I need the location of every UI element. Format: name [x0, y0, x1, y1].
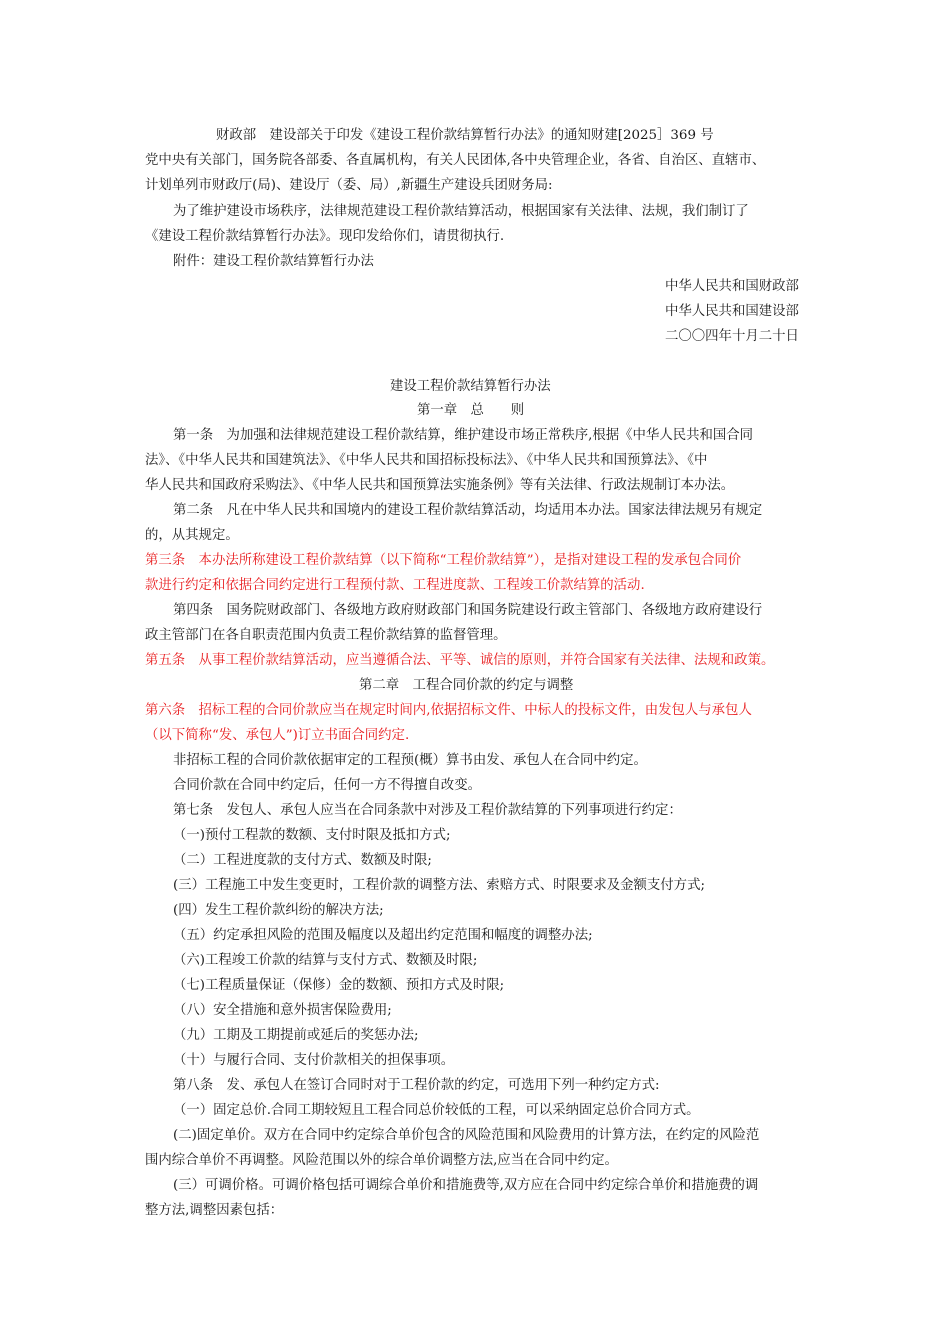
addressee-line-2: 计划单列市财政厅(局)、建设厅（委、局）,新疆生产建设兵团财务局:	[145, 178, 553, 193]
article-6-line-2: （以下简称“发、承包人”)订立书面合同约定.	[145, 728, 410, 743]
article-4-line-2: 政主管部门在各自职责范围内负责工程价款结算的监督管理。	[145, 628, 507, 643]
article-6-paragraph-2: 非招标工程的合同价款依据审定的工程预(概）算书由发、承包人在合同中约定。	[173, 753, 647, 768]
notice-title: 财政部 建设部关于印发《建设工程价款结算暂行办法》的通知财建[2025］369 号	[216, 128, 714, 143]
signature-org-2: 中华人民共和国建设部	[665, 304, 799, 319]
article-7-item-4: (四）发生工程价款纠纷的解决方法;	[173, 903, 384, 918]
article-2-line-2: 的，从其规定。	[145, 528, 239, 543]
article-4-line-1: 第四条 国务院财政部门、各级地方政府财政部门和国务院建设行政主管部门、各级地方政府建设行	[173, 603, 763, 618]
chapter-1-heading: 第一章 总 则	[417, 403, 525, 418]
article-6-paragraph-3: 合同价款在合同中约定后，任何一方不得擅自改变。	[173, 778, 481, 793]
article-7-item-1: （一)预付工程款的数额、支付时限及抵扣方式;	[173, 828, 451, 843]
article-8-item-1: （一）固定总价.合同工期较短且工程合同总价较低的工程，可以采纳固定总价合同方式。	[173, 1103, 700, 1118]
notice-paragraph-line-1: 为了维护建设市场秩序，法律规范建设工程价款结算活动，根据国家有关法律、法规，我们制订了	[173, 204, 749, 219]
document-title: 建设工程价款结算暂行办法	[390, 379, 551, 394]
signature-org-1: 中华人民共和国财政部	[665, 279, 799, 294]
article-7-item-6: （六)工程竣工价款的结算与支付方式、数额及时限;	[173, 953, 478, 968]
article-5-line-1: 第五条 从事工程价款结算活动，应当遵循合法、平等、诚信的原则，并符合国家有关法律、法规和政策。	[145, 653, 775, 668]
article-7-item-9: （九）工期及工期提前或延后的奖惩办法;	[173, 1028, 419, 1043]
article-7-line-1: 第七条 发包人、承包人应当在合同条款中对涉及工程价款结算的下列事项进行约定：	[173, 803, 682, 818]
attachment-line: 附件：建设工程价款结算暂行办法	[173, 254, 374, 269]
article-8-line-1: 第八条 发、承包人在签订合同时对于工程价款的约定，可选用下列一种约定方式:	[173, 1078, 660, 1093]
article-3-line-1: 第三条 本办法所称建设工程价款结算（以下简称“工程价款结算”），是指对建设工程的发承包合同价	[145, 553, 742, 568]
article-6-line-1: 第六条 招标工程的合同价款应当在规定时间内,依据招标文件、中标人的投标文件，由发包人与承包人	[145, 703, 752, 718]
notice-paragraph-line-2: 《建设工程价款结算暂行办法》。现印发给你们，请贯彻执行.	[145, 229, 505, 244]
article-8-item-2-line-2: 围内综合单价不再调整。风险范围以外的综合单价调整方法,应当在合同中约定。	[145, 1153, 618, 1168]
article-7-item-10: （十）与履行合同、支付价款相关的担保事项。	[173, 1053, 455, 1068]
article-2-line-1: 第二条 凡在中华人民共和国境内的建设工程价款结算活动，均适用本办法。国家法律法规另有规定	[173, 503, 763, 518]
article-3-line-2: 款进行约定和依据合同约定进行工程预付款、工程进度款、工程竣工价款结算的活动.	[145, 578, 645, 593]
addressee-line-1: 党中央有关部门，国务院各部委、各直属机构，有关人民团体,各中央管理企业，各省、自治区、直辖市、	[145, 153, 766, 168]
article-8-item-2-line-1: (二)固定单价。双方在合同中约定综合单价包含的风险范围和风险费用的计算方法，在约定的风险范	[173, 1128, 760, 1143]
article-1-line-2: 法》、《中华人民共和国建筑法》、《中华人民共和国招标投标法》、《中华人民共和国预算法》、《中	[145, 453, 708, 468]
article-7-item-2: （二）工程进度款的支付方式、数额及时限;	[173, 853, 432, 868]
article-8-item-3-line-1: (三）可调价格。可调价格包括可调综合单价和措施费等,双方应在合同中约定综合单价和措施费的调	[173, 1178, 759, 1193]
article-7-item-8: （八）安全措施和意外损害保险费用;	[173, 1003, 392, 1018]
article-7-item-3: (三）工程施工中发生变更时，工程价款的调整方法、索赔方式、时限要求及金额支付方式;	[173, 878, 705, 893]
signature-date: 二〇〇四年十月二十日	[665, 329, 799, 344]
chapter-2-heading: 第二章 工程合同价款的约定与调整	[359, 678, 574, 693]
article-1-line-1: 第一条 为加强和法律规范建设工程价款结算，维护建设市场正常秩序,根据《中华人民共和国合同	[173, 428, 754, 443]
article-8-item-3-line-2: 整方法,调整因素包括：	[145, 1203, 284, 1218]
article-7-item-7: （七)工程质量保证（保修）金的数额、预扣方式及时限;	[173, 978, 505, 993]
article-1-line-3: 华人民共和国政府采购法》、《中华人民共和国预算法实施条例》等有关法律、行政法规制订本办法。	[145, 478, 735, 493]
article-7-item-5: （五）约定承担风险的范围及幅度以及超出约定范围和幅度的调整办法;	[173, 928, 593, 943]
